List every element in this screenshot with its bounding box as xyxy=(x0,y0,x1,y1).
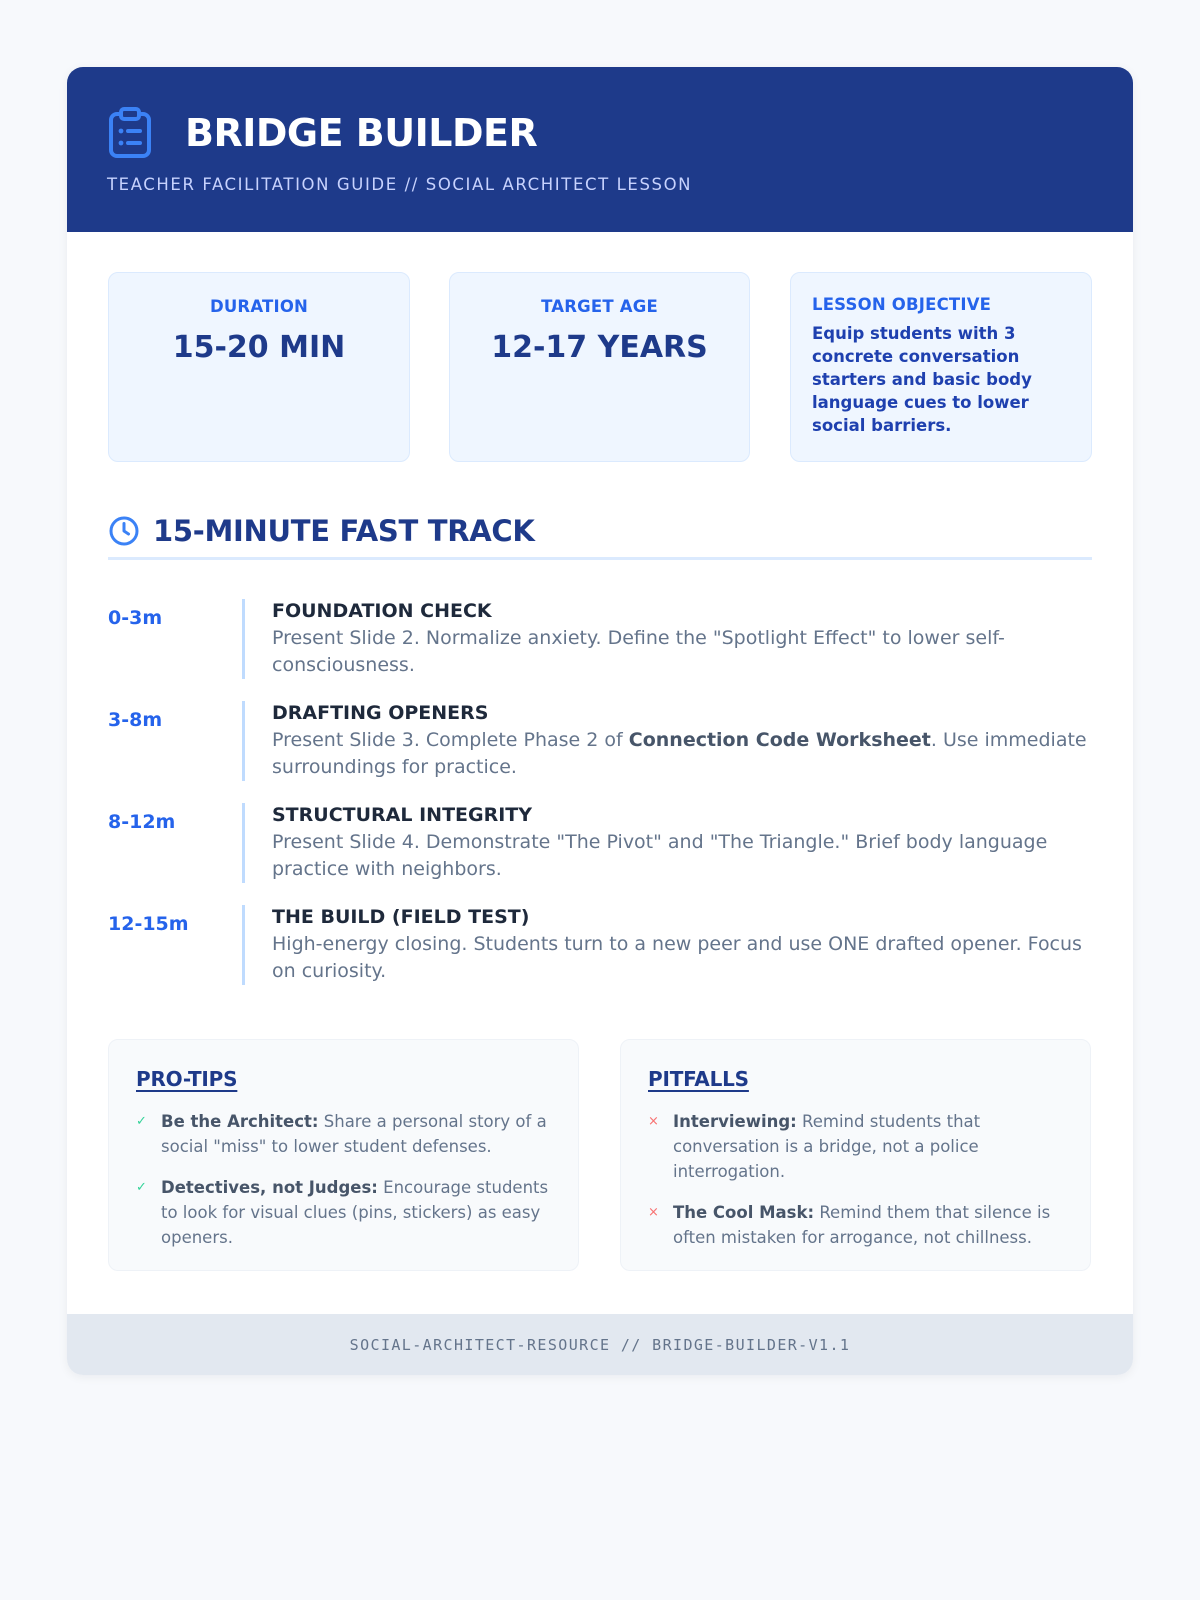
footer: SOCIAL-ARCHITECT-RESOURCE // BRIDGE-BUILDER-V1.1 xyxy=(67,1314,1133,1375)
step-body xyxy=(272,599,1092,679)
objective-text: Equip students with 3 concrete conversation starters and basic body language cues to lower social barriers. xyxy=(812,324,1032,435)
pitfalls-box xyxy=(620,1039,1091,1271)
cross-icon: × xyxy=(648,1114,659,1129)
objective-label: LESSON OBJECTIVE xyxy=(812,295,992,314)
target-age-value: 12-17 YEARS xyxy=(491,330,708,365)
pitfall-lead: The Cool Mask: xyxy=(673,1203,815,1222)
pro-tip-item xyxy=(136,1109,551,1159)
step-divider xyxy=(242,599,245,679)
section-title: 15-MINUTE FAST TRACK xyxy=(153,514,535,548)
pitfalls-title: PITFALLS xyxy=(648,1067,749,1091)
title-row xyxy=(107,105,1093,161)
clipboard-list-icon xyxy=(107,107,153,159)
duration-value: 15-20 MIN xyxy=(172,330,346,365)
target-age-label: TARGET AGE xyxy=(541,297,658,316)
clock-icon xyxy=(108,515,140,547)
pitfall-text: Remind them that silence is often mistaken for arrogance, not chillness. xyxy=(673,1203,1051,1247)
step-title: FOUNDATION CHECK xyxy=(272,600,492,622)
tips-row xyxy=(108,1039,1092,1271)
step-body xyxy=(272,803,1092,883)
timeline-step xyxy=(108,599,1092,701)
stats-row xyxy=(108,272,1092,462)
guide-card xyxy=(67,67,1133,1375)
duration-card xyxy=(108,272,410,462)
objective-card xyxy=(790,272,1092,462)
timeline xyxy=(108,599,1092,1007)
worksheet-name: Connection Code Worksheet xyxy=(628,729,931,751)
step-divider xyxy=(242,701,245,781)
fast-track-heading xyxy=(108,514,1092,560)
timeline-step xyxy=(108,905,1092,1007)
tip-text: Encourage students to look for visual clues (pins, stickers) as easy openers. xyxy=(161,1178,549,1247)
step-divider xyxy=(242,803,245,883)
header xyxy=(67,67,1133,232)
step-divider xyxy=(242,905,245,985)
pitfall-lead: Interviewing: xyxy=(673,1112,797,1131)
tip-lead: Detectives, not Judges: xyxy=(161,1178,378,1197)
target-age-card xyxy=(449,272,750,462)
step-description: Present Slide 2. Normalize anxiety. Define the "Spotlight Effect" to lower self-consciousness. xyxy=(272,627,1005,676)
cross-icon: × xyxy=(648,1205,659,1220)
tip-text: Share a personal story of a social "miss" to lower student defenses. xyxy=(161,1112,547,1156)
step-description xyxy=(272,727,1092,781)
step-description-start: Present Slide 3. Complete Phase 2 of xyxy=(272,729,629,751)
step-title: DRAFTING OPENERS xyxy=(272,702,489,724)
tip-lead: Be the Architect: xyxy=(161,1112,319,1131)
pitfall-text: Remind students that conversation is a bridge, not a police interrogation. xyxy=(673,1112,981,1181)
step-description-end: . Use immediate surroundings for practice. xyxy=(272,729,1087,778)
pro-tips-box xyxy=(108,1039,579,1271)
timeline-step xyxy=(108,701,1092,803)
page-subtitle: TEACHER FACILITATION GUIDE // SOCIAL ARCHITECT LESSON xyxy=(107,175,693,194)
page-title: BRIDGE BUILDER xyxy=(185,111,538,155)
timeline-step xyxy=(108,803,1092,905)
step-time: 8-12m xyxy=(108,811,176,833)
step-body xyxy=(272,701,1092,781)
step-description: High-energy closing. Students turn to a new peer and use ONE drafted opener. Focus on curiosity. xyxy=(272,933,1082,982)
duration-label: DURATION xyxy=(209,297,309,316)
step-description: Present Slide 4. Demonstrate "The Pivot" and "The Triangle." Brief body language practice with neighbors. xyxy=(272,831,1048,880)
step-time: 12-15m xyxy=(108,913,189,935)
check-icon: ✓ xyxy=(136,1180,147,1195)
check-icon: ✓ xyxy=(136,1114,147,1129)
step-time: 3-8m xyxy=(108,709,163,731)
step-title: STRUCTURAL INTEGRITY xyxy=(272,804,533,826)
pitfall-item xyxy=(648,1109,1063,1184)
pro-tips-title: PRO-TIPS xyxy=(136,1067,238,1091)
step-title: THE BUILD (FIELD TEST) xyxy=(272,906,530,928)
step-time: 0-3m xyxy=(108,607,163,629)
step-body xyxy=(272,905,1092,985)
pitfall-item xyxy=(648,1200,1063,1250)
pro-tip-item xyxy=(136,1175,551,1250)
